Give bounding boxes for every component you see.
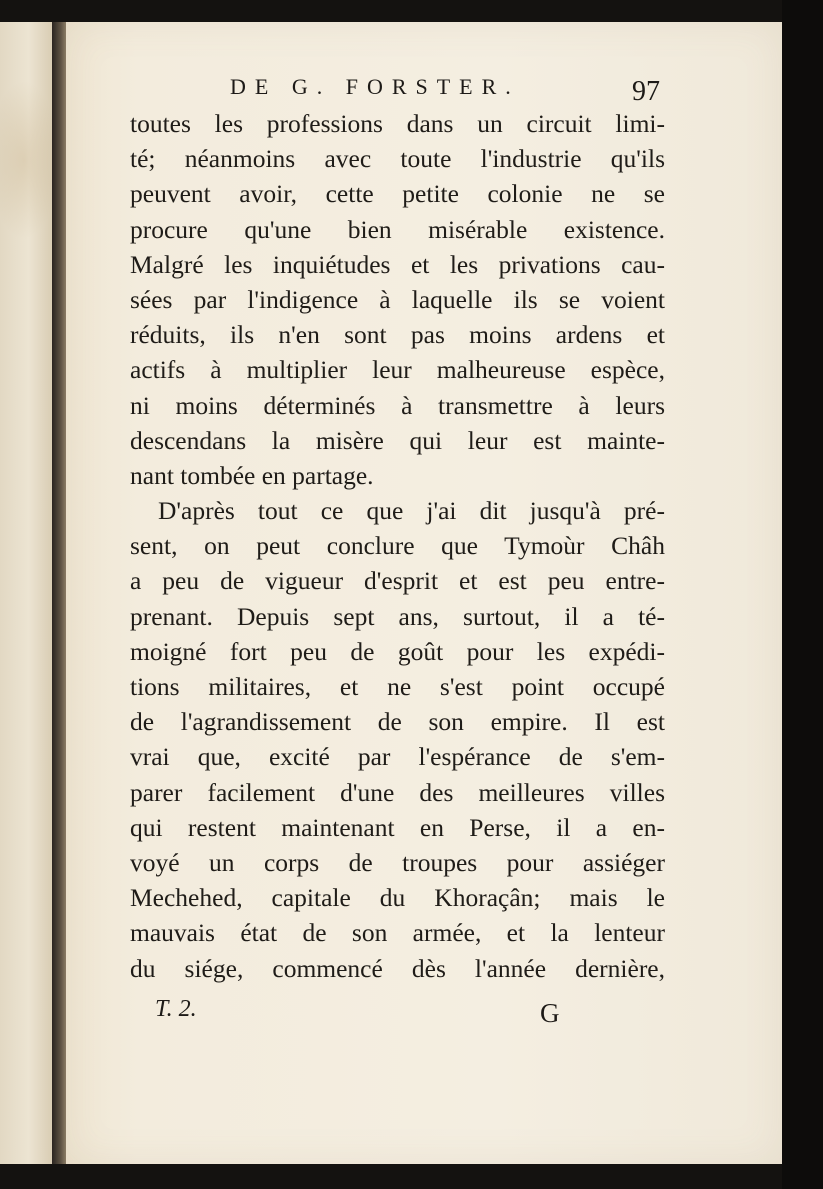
text-line: Mechehed, capitale du Khoraçân; mais le	[130, 883, 665, 913]
text-line: procure qu'une bien misérable existence.	[130, 214, 665, 244]
text-line: vrai que, excité par l'espérance de s'em-	[130, 742, 665, 772]
book-gutter	[52, 22, 66, 1164]
body-text	[130, 106, 665, 986]
text-line: peuvent avoir, cette petite colonie ne se	[130, 179, 665, 209]
text-line: qui restent maintenant en Perse, il a en-	[130, 812, 665, 842]
text-line: prenant. Depuis sept ans, surtout, il a té-	[130, 601, 665, 631]
text-line: tions militaires, et ne s'est point occupé	[130, 672, 665, 701]
page-header	[230, 70, 660, 110]
text-line: té; néanmoins avec toute l'industrie qu'ils	[130, 144, 665, 174]
text-line: ni moins déterminés à transmettre à leurs	[130, 390, 665, 420]
text-line: Malgré les inquiétudes et les privations cau-	[130, 249, 665, 279]
running-head: DE G. FORSTER.	[230, 74, 520, 99]
scan-background	[782, 0, 823, 1189]
page-number: 97	[632, 76, 660, 107]
paragraph-end-line: nant tombée en partage.	[130, 460, 374, 490]
text-line: sées par l'indigence à laquelle ils se voient	[130, 284, 665, 314]
text-line: toutes les professions dans un circuit limi-	[130, 109, 665, 138]
page-stain	[0, 80, 60, 240]
text-line: moigné fort peu de goût pour les expédi-	[130, 636, 665, 666]
text-line: actifs à multiplier leur malheureuse espèce,	[130, 355, 665, 385]
text-line: descendans la misère qui leur est mainte-	[130, 425, 665, 455]
page-footer	[155, 996, 575, 1036]
signature-mark: G	[540, 998, 560, 1028]
text-line: parer facilement d'une des meilleures villes	[130, 777, 665, 807]
text-line: a peu de vigueur d'esprit et est peu entre-	[130, 566, 665, 596]
text-line: mauvais état de son armée, et la lenteur	[130, 918, 665, 948]
text-line: sent, on peut conclure que Tymoùr Châh	[130, 531, 665, 561]
text-line: du siége, commencé dès l'année dernière,	[130, 953, 665, 983]
text-line: réduits, ils n'en sont pas moins ardens et	[130, 320, 665, 350]
paragraph-start-line: D'après tout ce que j'ai dit jusqu'à pré-	[158, 496, 665, 526]
text-line: de l'agrandissement de son empire. Il est	[130, 707, 665, 737]
volume-mark: T. 2.	[155, 996, 197, 1022]
text-line: voyé un corps de troupes pour assiéger	[130, 847, 665, 877]
